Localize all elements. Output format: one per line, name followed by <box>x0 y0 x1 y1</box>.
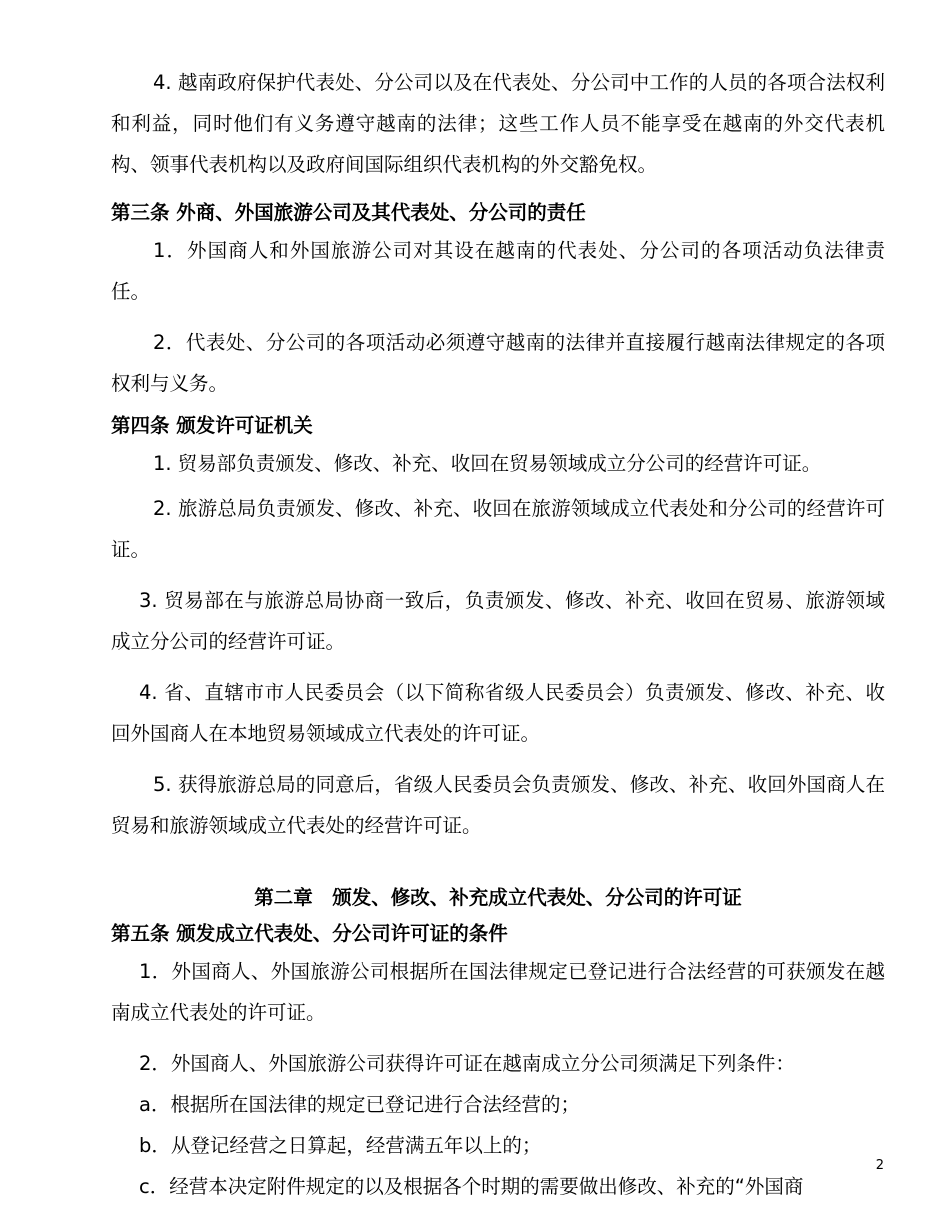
chapter2-title: 第二章 颁发、修改、补充成立代表处、分公司的许可证 <box>254 886 742 909</box>
article5-item2-c: c．经营本决定附件规定的以及根据各个时期的需要做出修改、补充的“外国商 <box>139 1175 804 1198</box>
document-body <box>111 62 885 1207</box>
article5-item2: 2．外国商人、外国旅游公司获得许可证在越南成立分公司须满足下列条件： <box>139 1052 795 1075</box>
article5-heading: 第五条 颁发成立代表处、分公司许可证的条件 <box>111 922 508 945</box>
article3-heading: 第三条 外商、外国旅游公司及其代表处、分公司的责任 <box>111 201 586 224</box>
page-number: 2 <box>875 1158 884 1173</box>
article3-item2: 2．代表处、分公司的各项活动必须遵守越南的法律并直接履行越南法律规定的各项权利与义务。 <box>111 331 885 395</box>
article4-item3: 3. 贸易部在与旅游总局协商一致后，负责颁发、修改、补充、收回在贸易、旅游领域成立分公司的经营许可证。 <box>111 589 885 653</box>
article3-item1: 1．外国商人和外国旅游公司对其设在越南的代表处、分公司的各项活动负法律责任。 <box>111 239 885 303</box>
article5-item2-a: a．根据所在国法律的规定已登记进行合法经营的； <box>139 1093 580 1116</box>
article4-heading: 第四条 颁发许可证机关 <box>111 414 313 437</box>
paragraph-article2-item4: 4. 越南政府保护代表处、分公司以及在代表处、分公司中工作的人员的各项合法权利和利益，同时他们有义务遵守越南的法律；这些工作人员不能享受在越南的外交代表机构、领事代表机构以及政府间国际组织代表机构的外交豁免权。 <box>111 71 885 176</box>
article5-item2-b: b．从登记经营之日算起，经营满五年以上的； <box>139 1134 542 1157</box>
article4-item5: 5. 获得旅游总局的同意后，省级人民委员会负责颁发、修改、补充、收回外国商人在贸易和旅游领域成立代表处的经营许可证。 <box>111 773 885 837</box>
article4-item1: 1. 贸易部负责颁发、修改、补充、收回在贸易领域成立分公司的经营许可证。 <box>153 452 822 475</box>
article4-item4: 4. 省、直辖市市人民委员会（以下简称省级人民委员会）负责颁发、修改、补充、收回外国商人在本地贸易领域成立代表处的许可证。 <box>111 681 885 745</box>
article5-item1: 1．外国商人、外国旅游公司根据所在国法律规定已登记进行合法经营的可获颁发在越南成立代表处的许可证。 <box>111 960 885 1024</box>
article4-item2: 2. 旅游总局负责颁发、修改、补充、收回在旅游领域成立代表处和分公司的经营许可证。 <box>111 497 885 561</box>
